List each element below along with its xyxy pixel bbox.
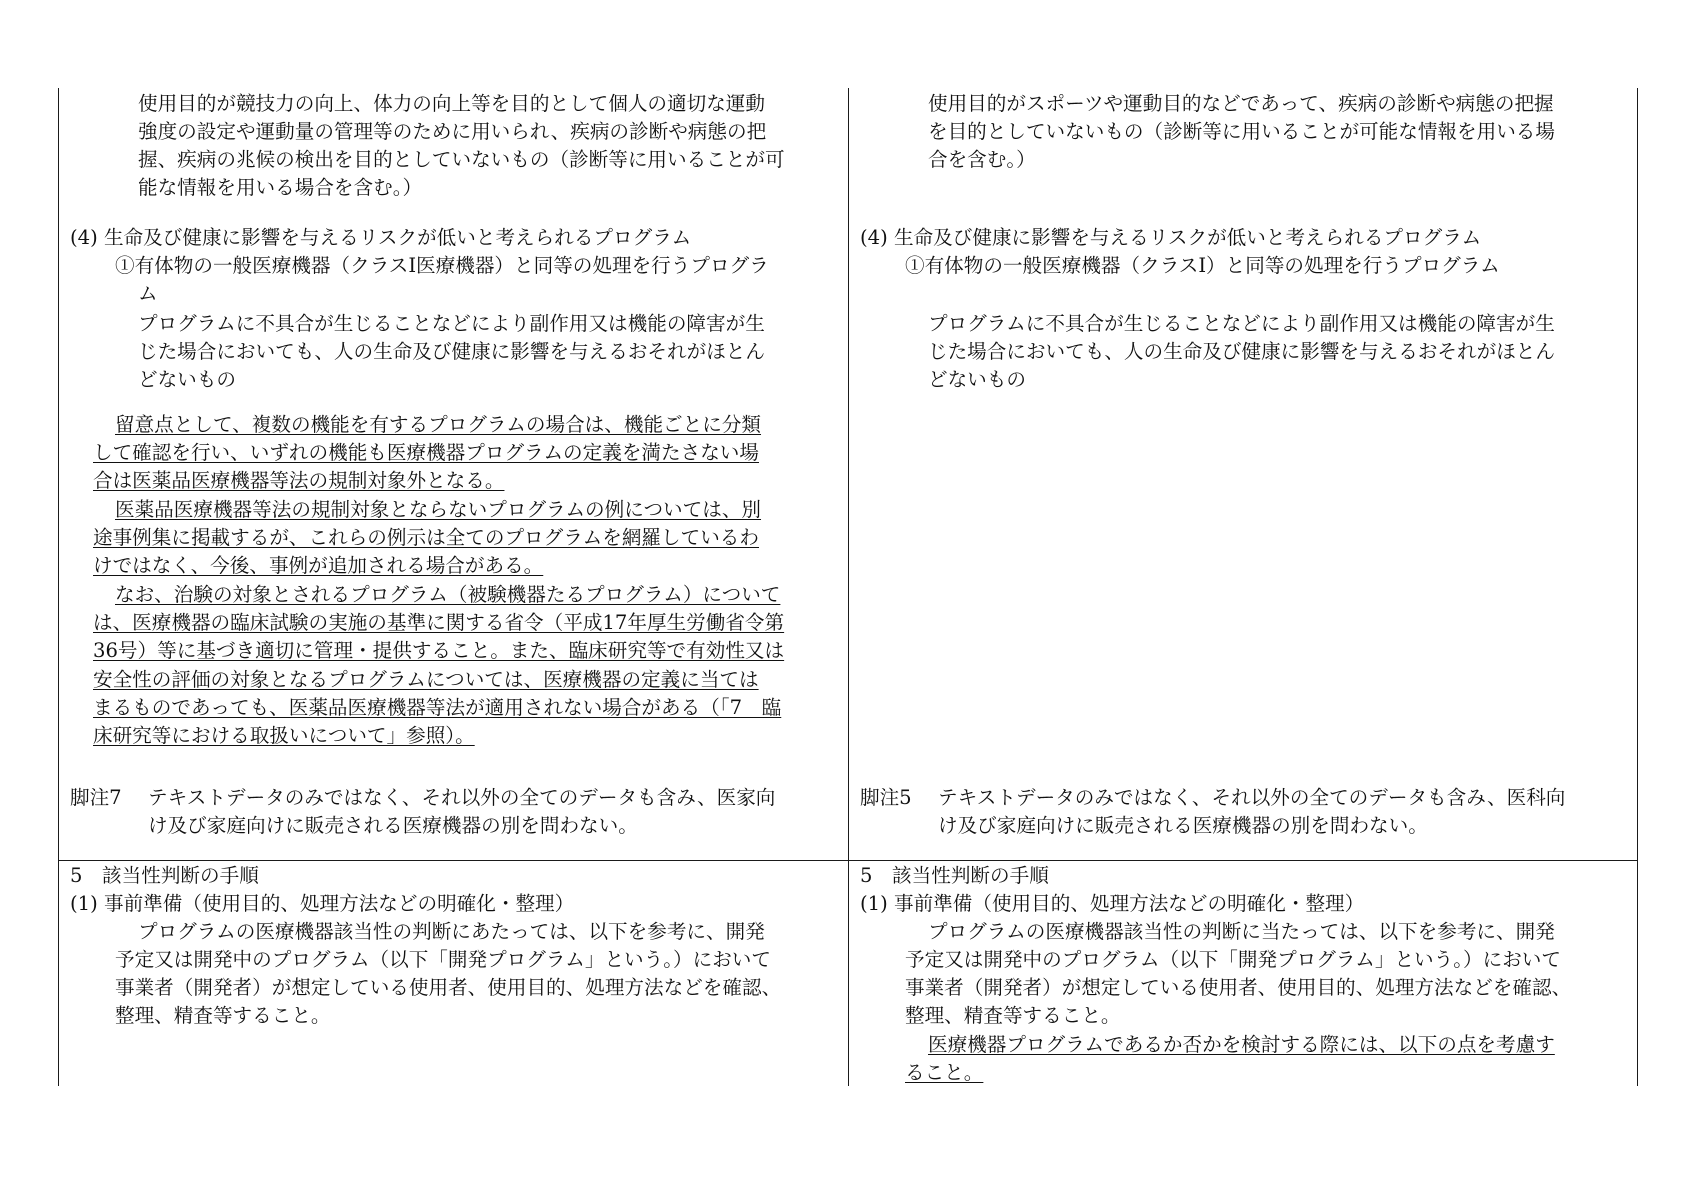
right-purpose-line: 使用目的がスポーツや運動目的などであって、疾病の診断や病態の把握 — [928, 92, 1554, 115]
left-purpose-line: 使用目的が競技力の向上、体力の向上等を目的として個人の適切な運動 — [138, 92, 765, 115]
right-body-line: 予定又は開発中のプログラム（以下「開発プログラム」という。）において — [905, 948, 1561, 971]
left-note-line: して確認を行い、いずれの機能も医療機器プログラムの定義を満たさない場 — [93, 441, 759, 464]
left-purpose-line: 握、疾病の兆候の検出を目的としていないもの（診断等に用いることが可 — [138, 148, 785, 171]
right-item4-body: じた場合においても、人の生命及び健康に影響を与えるおそれがほとん — [928, 340, 1555, 363]
right-subsection-title: (1) 事前準備（使用目的、処理方法などの明確化・整理） — [860, 892, 1365, 915]
right-item4-body: プログラムに不具合が生じることなどにより副作用又は機能の障害が生 — [928, 312, 1555, 335]
table-right-border — [1637, 88, 1638, 1086]
left-body-line: 整理、精査等すること。 — [115, 1004, 331, 1027]
left-footnote-line: テキストデータのみではなく、それ以外の全てのデータも含み、医家向 — [148, 786, 776, 809]
left-note-line: なお、治験の対象とされるプログラム（被験機器たるプログラム）について — [115, 583, 781, 606]
right-footnote-label: 脚注5 — [860, 786, 912, 809]
left-body-line: プログラムの医療機器該当性の判断にあたっては、以下を参考に、開発 — [138, 920, 765, 943]
right-body-line: 事業者（開発者）が想定している使用者、使用目的、処理方法などを確認、 — [905, 976, 1572, 999]
right-body-line: プログラムの医療機器該当性の判断に当たっては、以下を参考に、開発 — [928, 920, 1555, 943]
left-footnote-line: け及び家庭向けに販売される医療機器の別を問わない。 — [148, 814, 638, 837]
left-footnote-label: 脚注7 — [70, 786, 122, 809]
left-item4-subitem: ①有体物の一般医療機器（クラスⅠ医療機器）と同等の処理を行うプログラ — [115, 254, 769, 277]
left-subsection-title: (1) 事前準備（使用目的、処理方法などの明確化・整理） — [70, 892, 575, 915]
right-footnote-line: け及び家庭向けに販売される医療機器の別を問わない。 — [938, 814, 1428, 837]
right-item4-body: どないもの — [928, 368, 1026, 391]
left-purpose-line: 能な情報を用いる場合を含む。） — [138, 176, 423, 199]
left-note-line: 36号）等に基づき適切に管理・提供すること。また、臨床研究等で有効性又は — [93, 639, 785, 662]
left-note-line: 合は医薬品医療機器等法の規制対象外となる。 — [93, 469, 505, 492]
left-note-line: けではなく、今後、事例が追加される場合がある。 — [93, 554, 544, 577]
table-left-border — [58, 88, 59, 1086]
right-added-line: 医療機器プログラムであるか否かを検討する際には、以下の点を考慮す — [928, 1033, 1555, 1056]
left-note-line: は、医療機器の臨床試験の実施の基準に関する省令（平成17年厚生労働省令第 — [93, 611, 785, 634]
right-purpose-line: を目的としていないもの（診断等に用いることが可能な情報を用いる場 — [928, 120, 1555, 143]
left-purpose-line: 強度の設定や運動量の管理等のために用いられ、疾病の診断や病態の把 — [138, 120, 767, 143]
right-section-title: 5 該当性判断の手順 — [860, 864, 1049, 887]
left-body-line: 事業者（開発者）が想定している使用者、使用目的、処理方法などを確認、 — [115, 976, 782, 999]
left-note-line: 医薬品医療機器等法の規制対象とならないプログラムの例については、別 — [115, 498, 762, 521]
left-item4-subitem: ム — [138, 282, 158, 305]
right-footnote-line: テキストデータのみではなく、それ以外の全てのデータも含み、医科向 — [938, 786, 1566, 809]
left-note-line: 安全性の評価の対象となるプログラムについては、医療機器の定義に当ては — [93, 668, 759, 691]
right-body-line: 整理、精査等すること。 — [905, 1004, 1121, 1027]
left-note-line: 途事例集に掲載するが、これらの例示は全てのプログラムを網羅しているわ — [93, 526, 759, 549]
left-section-title: 5 該当性判断の手順 — [70, 864, 259, 887]
left-note-line: まるものであっても、医薬品医療機器等法が適用されない場合がある（「7 臨 — [93, 696, 782, 719]
right-item4-title: (4) 生命及び健康に影響を与えるリスクが低いと考えられるプログラム — [860, 226, 1482, 249]
left-note-line: 留意点として、複数の機能を有するプログラムの場合は、機能ごとに分類 — [115, 413, 762, 436]
left-item4-body: プログラムに不具合が生じることなどにより副作用又は機能の障害が生 — [138, 312, 765, 335]
left-item4-title: (4) 生命及び健康に影響を与えるリスクが低いと考えられるプログラム — [70, 226, 692, 249]
table-row-divider — [58, 860, 1638, 861]
left-note-line: 床研究等における取扱いについて」参照）。 — [93, 724, 475, 747]
right-purpose-line: 合を含む。） — [928, 148, 1036, 171]
left-item4-body: どないもの — [138, 368, 236, 391]
left-item4-body: じた場合においても、人の生命及び健康に影響を与えるおそれがほとん — [138, 340, 765, 363]
left-body-line: 予定又は開発中のプログラム（以下「開発プログラム」という。）において — [115, 948, 771, 971]
right-added-line: ること。 — [905, 1061, 984, 1084]
table-center-divider — [848, 88, 849, 1086]
right-item4-subitem: ①有体物の一般医療機器（クラスⅠ）と同等の処理を行うプログラム — [905, 254, 1500, 277]
